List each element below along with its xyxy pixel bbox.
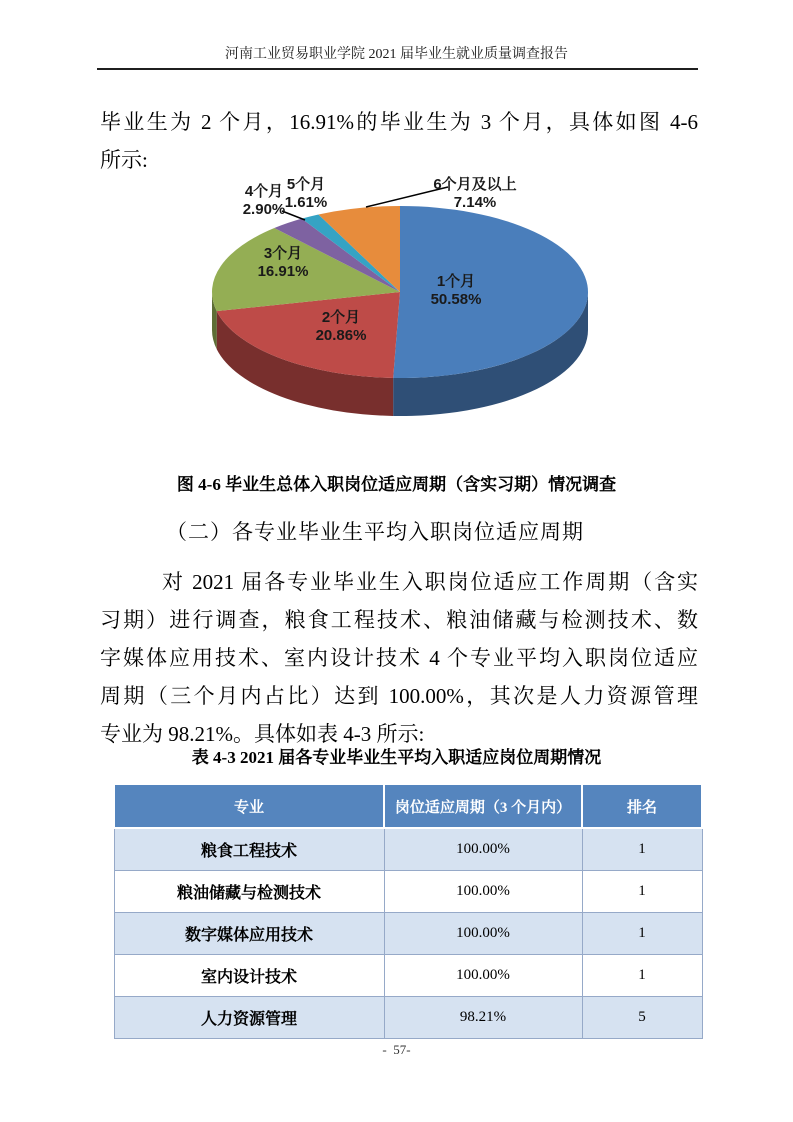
- page-header-title: 河南工业贸易职业学院 2021 届毕业生就业质量调查报告: [225, 47, 568, 62]
- table-header-cell: 专业: [114, 784, 384, 828]
- table-cell: 100.00%: [384, 871, 582, 913]
- table-cell: 100.00%: [384, 913, 582, 955]
- table-cell: 1: [582, 871, 702, 913]
- table-cell: 数字媒体应用技术: [114, 913, 384, 955]
- table-row: [114, 828, 702, 871]
- table-cell: 1: [582, 828, 702, 871]
- table-cell: 1: [582, 913, 702, 955]
- table-cell: 98.21%: [384, 997, 582, 1039]
- pie-slice-percent: 1.61%: [284, 193, 328, 211]
- table-row: [114, 955, 702, 997]
- table-row: [114, 997, 702, 1039]
- table-cell: 粮油储藏与检测技术: [114, 871, 384, 913]
- page-number: - 57-: [382, 1042, 411, 1057]
- table-header-cell: 排名: [582, 784, 702, 828]
- table-header-row: [114, 784, 702, 828]
- pie-slice-label: 5个月: [286, 175, 326, 193]
- pie-chart-canvas: [150, 163, 650, 463]
- pie-slice-label: 3个月: [263, 244, 303, 262]
- table-cell: 粮食工程技术: [114, 828, 384, 871]
- pie-leader-line: [282, 211, 305, 220]
- table-cell: 室内设计技术: [114, 955, 384, 997]
- pie-slice-label: 2个月: [321, 308, 361, 326]
- figure-caption: 图 4-6 毕业生总体入职岗位适应周期（含实习期）情况调查: [176, 475, 617, 494]
- text-line: 周期（三个月内占比）达到 100.00%，其次是人力资源管理: [100, 684, 698, 708]
- text-line: 习期）进行调查，粮食工程技术、粮油储藏与检测技术、数: [100, 608, 698, 632]
- table-header-cell: 岗位适应周期（3 个月内）: [384, 784, 582, 828]
- table-cell: 100.00%: [384, 828, 582, 871]
- table-caption: 表 4-3 2021 届各专业毕业生平均入职适应岗位周期情况: [191, 748, 602, 767]
- pie-chart: [150, 163, 650, 463]
- pie-slice-percent: 50.58%: [430, 290, 482, 308]
- table-cell: 1: [582, 955, 702, 997]
- pie-slice-label: 4个月: [244, 182, 284, 200]
- pie-slice-percent: 2.90%: [242, 200, 286, 218]
- header-divider: [97, 68, 698, 70]
- table-header: [114, 784, 702, 828]
- text-line: 所示:: [100, 148, 148, 172]
- table-cell: 人力资源管理: [114, 997, 384, 1039]
- pie-slice-label: 1个月: [436, 272, 476, 290]
- table-row: [114, 871, 702, 913]
- pie-slice-percent: 16.91%: [257, 262, 309, 280]
- pie-slice-percent: 20.86%: [315, 326, 367, 344]
- text-line: 毕业生为 2 个月，16.91%的毕业生为 3 个月，具体如图 4-6: [100, 110, 698, 134]
- table-body: [114, 828, 702, 1039]
- text-line: 对 2021 届各专业毕业生入职岗位适应工作周期（含实: [162, 570, 698, 594]
- section-heading: （二）各专业毕业生平均入职岗位适应周期: [166, 520, 584, 544]
- text-line: 专业为 98.21%。具体如表 4-3 所示:: [100, 722, 425, 746]
- table-row: [114, 913, 702, 955]
- text-line: 字媒体应用技术、室内设计技术 4 个专业平均入职岗位适应: [100, 646, 698, 670]
- body-paragraph: [100, 563, 698, 753]
- pie-slice-label: 6个月及以上: [433, 175, 517, 193]
- majors-table: [113, 783, 703, 1039]
- table-cell: 100.00%: [384, 955, 582, 997]
- pie-slice-percent: 7.14%: [453, 193, 497, 211]
- table-cell: 5: [582, 997, 702, 1039]
